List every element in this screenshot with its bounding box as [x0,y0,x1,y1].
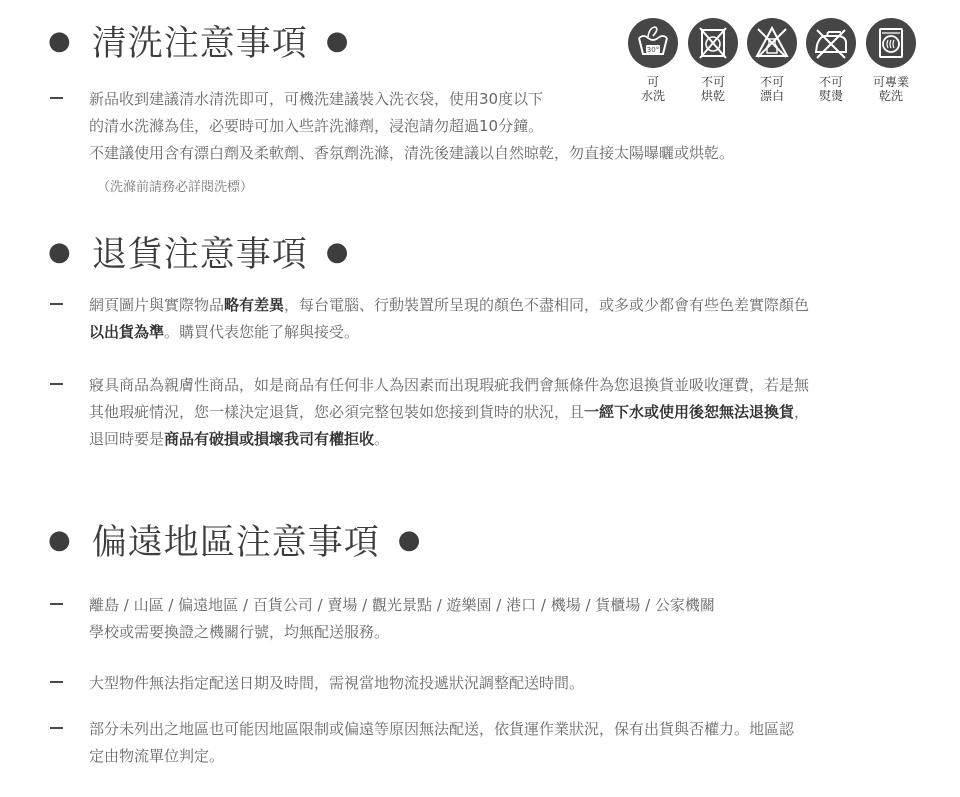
bullet-dot: ● [397,525,422,555]
care-label-wash: 可 水洗 [640,75,665,103]
dash-marker [50,727,63,729]
wash-temperature: 30° [646,46,660,54]
text-line [89,319,920,346]
body-text: 部分未列出之地區也可能因地區限制或偏遠等原因無法配送，依貨運作業狀況，保有出貨與否權力。地區認 [89,720,795,738]
text-line [89,113,920,140]
section-title-text: 退貨注意事項 [91,235,308,275]
list-item [50,372,920,453]
dash-marker [50,97,63,99]
body-text: ，每台電腦、行動裝置所呈現的顏色不盡相同，或多或少都會有些色差實際顏色 [284,296,810,314]
dash-marker [50,303,63,305]
emphasis-text: 略有差異 [224,296,285,314]
bullet-dot: ● [48,525,72,555]
list-item [50,670,920,697]
item-text [89,292,920,346]
body-text: 學校或需要換證之機關行號，均無配送服務。 [89,623,390,641]
body-text: 大型物件無法指定配送日期及時間，需視當地物流投遞狀況調整配送時間。 [89,674,585,692]
item-text [89,716,920,770]
bullet-dot: ● [325,26,350,56]
dash-marker [50,383,63,385]
text-line [89,292,920,319]
dash-marker [50,681,63,683]
section-title-returns [48,227,349,277]
section-title-text: 偏遠地區注意事項 [91,523,380,563]
text-line [89,399,920,426]
section-title-remote-areas [48,515,421,565]
body-text: ， [794,403,810,421]
text-line [89,619,920,646]
no-bleach-icon [747,18,797,68]
dash-marker [50,603,63,605]
body-text: 其他瑕疵情況，您一樣決定退貨，您必須完整包裝如您接到貨時的狀況，且 [89,403,585,421]
text-line [89,670,920,697]
body-text: 新品收到建議清水清洗即可，可機洗建議裝入洗衣袋，使用30度以下 [89,90,544,108]
care-label-bleach: 不可 漂白 [759,75,784,103]
item-text [89,592,920,646]
body-text: 不建議使用含有漂白劑及柔軟劑、香氛劑洗滌，清洗後建議以自然晾乾，勿直接太陽曝曬或烘乾。 [89,144,735,162]
text-line [89,592,920,619]
wash-label-note: （洗滌前請務必詳閱洗標） [97,180,254,195]
body-text: 退回時要是 [89,430,165,448]
care-label-iron: 不可 熨燙 [818,75,843,103]
text-line [89,140,920,167]
body-text: 。 [374,430,390,448]
text-line [89,743,920,770]
emphasis-text: 以出貨為準 [89,323,165,341]
list-item [50,716,920,770]
hand-wash-icon [628,18,678,68]
body-text: 網頁圖片與實際物品 [89,296,225,314]
body-text: 。購買代表您能了解與接受。 [164,323,360,341]
care-label-dry: 不可 烘乾 [700,75,725,103]
dry-clean-icon [866,18,916,68]
body-text: 定由物流單位判定。 [89,747,225,765]
body-text: 的清水洗滌為佳，必要時可加入些許洗滌劑，浸泡請勿超過10分鐘。 [89,117,544,135]
bullet-dot: ● [325,237,350,267]
body-text: 寢具商品為親膚性商品，如是商品有任何非人為因素而出現瑕疵我們會無條件為您退換貨並吸收運費，若是無 [89,376,810,394]
no-tumble-dry-icon [688,18,738,68]
body-text: 離島 / 山區 / 偏遠地區 / 百貨公司 / 賣場 / 觀光景點 / 遊樂園 / 港口 / 機場 / 貨櫃場 / 公家機關 [89,596,715,614]
no-iron-icon [806,18,856,68]
item-text [89,670,920,697]
item-text [89,372,920,453]
emphasis-text: 商品有破損或損壞我司有權拒收 [164,430,375,448]
bullet-dot: ● [48,26,72,56]
text-line [89,372,920,399]
text-line [89,426,920,453]
section-title-washing [48,16,349,66]
bullet-dot: ● [48,237,72,267]
care-label-dry-clean: 可專業 乾洗 [872,75,909,103]
list-item [50,592,920,646]
list-item [50,292,920,346]
emphasis-text: 一經下水或使用後恕無法退換貨 [584,403,795,421]
section-title-text: 清洗注意事項 [91,24,308,64]
care-symbols [628,18,920,108]
text-line [89,716,920,743]
